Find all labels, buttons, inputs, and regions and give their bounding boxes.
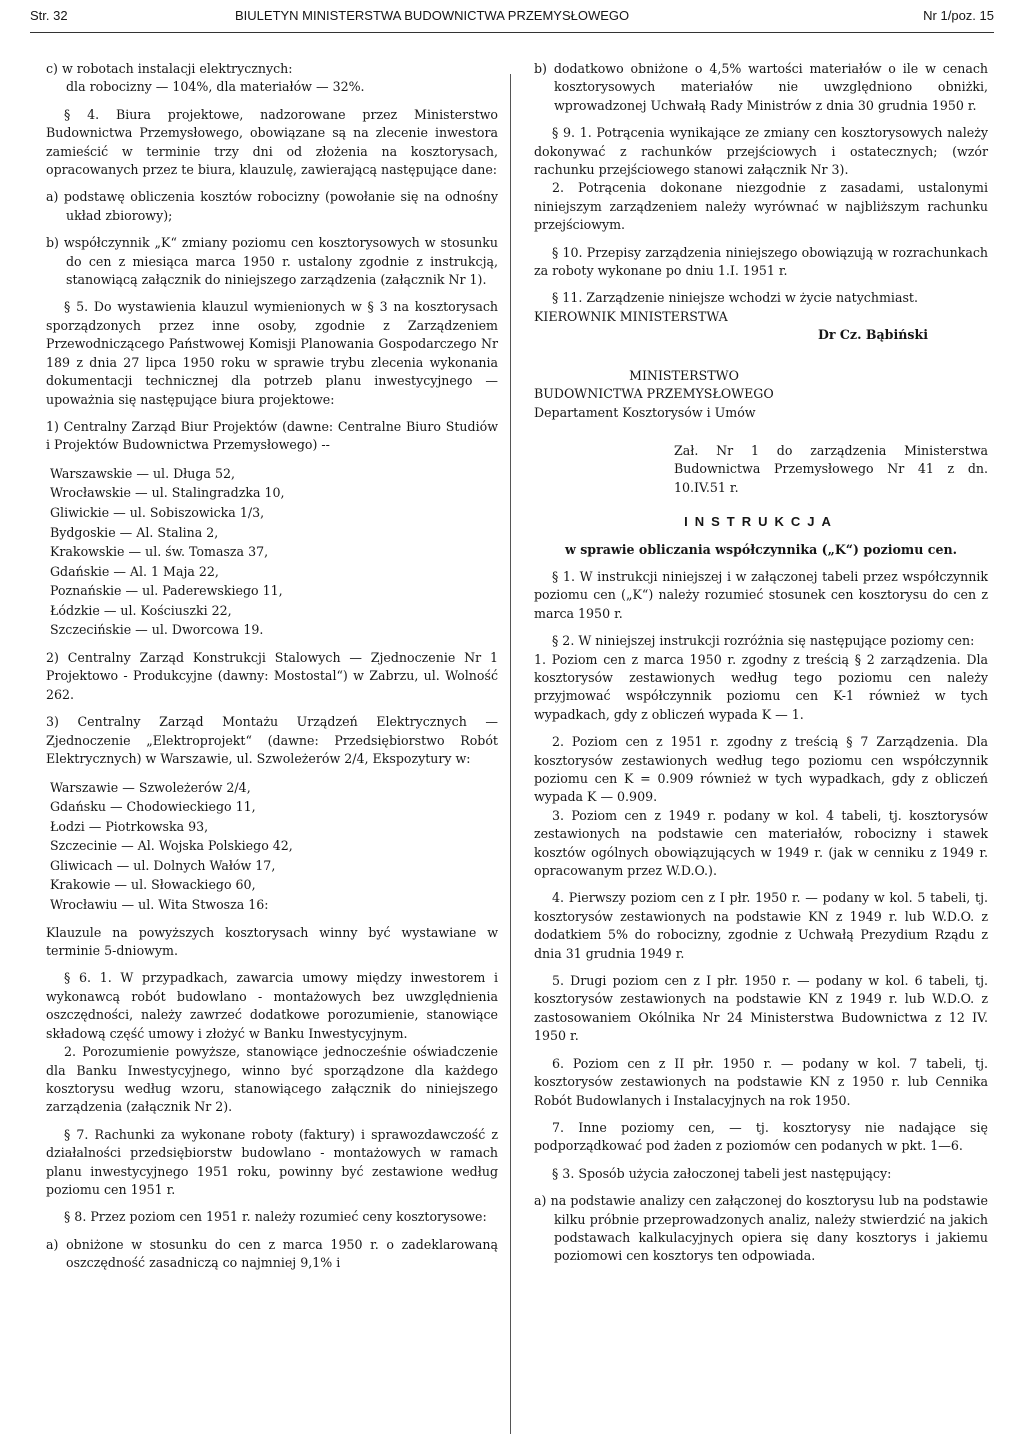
office-item: Warszawskie — ul. Długa 52, (50, 465, 235, 481)
section-5-item-1: 1) Centralny Zarząd Biur Projektów (dawne: Centralne Biuro Studiów i Projektów Budownictwa Przemysłowego) -- (46, 418, 498, 453)
section-4: § 4. Biura projektowe, nadzorowane przez Ministerstwo Budownictwa Przemysłowego, obowiązane są na zlecenie inwestora zamieścić w terminie trzy dni od złożenia na kosztorysach, opracowanych przez te biura, klauzulę, zawierającą następujące dane: (46, 106, 498, 178)
instruction-2-6: 6. Poziom cen z II płr. 1950 r. — podany w kol. 7 tabeli, tj. kosztorysów zestawionych na podstawie KN z 1950 r. lub Cennika Robót Budowlanych i Instalacyjnych na rok 1950. (534, 1055, 988, 1108)
office-item: Warszawie — Szwoleżerów 2/4, (50, 779, 251, 795)
office-item: Wrocławiu — ul. Wita Stwosza 16: (50, 897, 269, 913)
office-item: Krakowie — ul. Słowackiego 60, (50, 877, 256, 893)
signatory-name: Dr Cz. Bąbiński (817, 327, 928, 343)
office-item: Łodzi — Piotrkowska 93, (50, 818, 209, 834)
instruction-2-7: 7. Inne poziomy cen, — tj. kosztorysy nie nadające się podporządkować pod żaden z poziomów cen podanych w pkt. 1—6. (534, 1119, 988, 1154)
ministry-line-1: MINISTERSTWO (629, 367, 739, 383)
section-5-item-2: 2) Centralny Zarząd Konstrukcji Stalowych — Zjednoczenie Nr 1 Projektowo - Produkcyjne (dawny: Mostostal“) w Zabrzu, ul. Wolność 262. (46, 650, 498, 702)
section-9-1: § 9. 1. Potrącenia wynikające ze zmiany cen kosztorysowych należy dokonywać z rachunków przejściowych i ostatecznych; (wzór rachunku przejściowego stanowi załącznik Nr 3). (534, 125, 988, 178)
column-divider (510, 74, 511, 1434)
ministry-line-2: BUDOWNICTWA PRZEMYSŁOWEGO (534, 386, 774, 402)
office-item: Gdańskie — Al. 1 Maja 22, (50, 563, 219, 579)
instruction-2-5: 5. Drugi poziom cen z I płr. 1950 r. — podany w kol. 6 tabeli, tj. kosztorysów zestawionych na podstawie KN z 1949 r. lub W.D.O. z zastosowaniem Okólnika Nr 24 Ministerstwa Budownictwa z 12 IV. 1950 r. (534, 973, 988, 1044)
signatory-title: KIEROWNIK MINISTERSTWA (534, 308, 728, 324)
section-4-b: b) współczynnik „K“ zmiany poziomu cen kosztorysowych w stosunku do cen z miesiąca marca 1950 r. ustalony zgodnie z instrukcją, stanowiącą załącznik do niniejszego zarządzenia (załącznik Nr 1). (46, 235, 498, 288)
instruction-2-2: 2. Poziom cen z 1951 r. zgodny z treścią § 7 Zarządzenia. Dla kosztorysów zestawionych według tego poziomu cen współczynnik poziomu cen K = 0.909 również w tych wypadkach, gdy z obliczeń wypada K — 0.909. (534, 734, 988, 805)
instruction-3-a: a) na podstawie analizy cen załączonej do kosztorysu lub na podstawie kilku próbnie przeprowadzonych analiz, należy stwierdzić na jakich podstawach kalkulacyjnych opiera się dany kosztorys i jakiemu poziomowi cen kosztorys ten odpowiada. (534, 1193, 988, 1264)
section-9-2: 2. Potrącenia dokonane niezgodnie z zasadami, ustalonymi niniejszym zarządzeniem należy wyrównać w najbliższym rachunku przejściowym. (534, 180, 988, 233)
office-item: Krakowskie — ul. św. Tomasza 37, (50, 544, 269, 560)
instruction-section-3: § 3. Sposób użycia załoczonej tabeli jest następujący: (552, 1165, 892, 1181)
office-item: Wrocławskie — ul. Stalingradzka 10, (50, 485, 285, 501)
instruction-2-3: 3. Poziom cen z 1949 r. podany w kol. 4 tabeli, tj. kosztorysów zestawionych na podstawie cen materiałów, robocizny i stawek kosztów ogólnych obowiązujących w 1949 r. (jak w cenniku z 1949 r. opracowanym przez W.D.O.). (534, 807, 988, 879)
page-number: Str. 32 (30, 8, 68, 23)
section-6-2: 2. Porozumienie powyższe, stanowiące jednocześnie oświadczenie dla Banku Inwestycyjnego, winno być sporządzone dla każdego kosztorysu według wzoru, stanowiącego załącznik do niniejszego zarządzenia (załącznik Nr 2). (46, 1044, 498, 1115)
header-rule (30, 32, 994, 33)
right-column (534, 60, 988, 1266)
instruction-2-4: 4. Pierwszy poziom cen z I płr. 1950 r. — podany w kol. 5 tabeli, tj. kosztorysów zestawionych na podstawie KN z 1949 r. lub W.D.O. z dodatkiem 5% do robocizny, zgodnie z Uchwałą Prezydium Rządu z dnia 31 grudnia 1949 r. (534, 890, 988, 961)
office-item: Gliwickie — ul. Sobiszowicka 1/3, (50, 504, 265, 520)
section-8-a: a) obniżone w stosunku do cen z marca 1950 r. o zadeklarowaną oszczędność zasadniczą co najmniej 9,1% i (46, 1236, 498, 1271)
section-7: § 7. Rachunki za wykonane roboty (faktury) i sprawozdawczość z działalności przedsiębiorstw budowlano - montażowych w ramach planu inwestycyjnego 1951 roku, powinny być zestawione według poziomu cen 1951 r. (46, 1126, 498, 1197)
instruction-subheading: w sprawie obliczania współczynnika („K“) poziomu cen. (564, 541, 958, 557)
section-6-1: § 6. 1. W przypadkach, zawarcia umowy między inwestorem i wykonawcą robót budowlano - montażowych bez uwzględnienia oszczędności, należy zawrzeć dodatkowe porozumienie, stanowiące składową część umowy i złożyć w Banku Inwestycyjnym. (46, 970, 498, 1041)
section-5-item-3: 3) Centralny Zarząd Montażu Urządzeń Elektrycznych — Zjednoczenie „Elektroprojekt“ (dawne: Przedsiębiorstwo Robót Elektrycznych) w Warszawie, ul. Szwoleżerów 2/4, Ekspozytury w: (46, 714, 498, 767)
issue-number: Nr 1/poz. 15 (923, 8, 994, 23)
office-item: Bydgoskie — Al. Stalina 2, (50, 524, 219, 540)
office-item: Poznańskie — ul. Paderewskiego 11, (50, 583, 283, 599)
section-8-b: b) dodatkowo obniżone o 4,5% wartości materiałów o ile w cenach kosztorysowych materiałów nie uwzględniono obniżki, wprowadzonej Uchwałą Rady Ministrów z dnia 30 grudnia 1950 r. (534, 61, 988, 113)
section-11: § 11. Zarządzenie niniejsze wchodzi w życie natychmiast. (552, 290, 918, 306)
page-header (30, 8, 994, 34)
section-10: § 10. Przepisy zarządzenia niniejszego obowiązują w rozrachunkach za roboty wykonane po dniu 1.I. 1951 r. (534, 244, 988, 279)
instruction-heading: INSTRUKCJA (684, 514, 838, 530)
section-5: § 5. Do wystawienia klauzul wymienionych w § 3 na kosztorysach sporządzonych przez inne osoby, zgodnie z Zarządzeniem Przewodniczącego Państwowej Komisji Planowania Gospodarczego Nr 189 z dnia 27 lipca 1950 roku w sprawie trybu zlecenia wykonania dokumentacji technicznej dla potrzeb planu inwestycyjnego — upoważnia się następujące biura projektowe: (46, 299, 498, 407)
office-item: Szczecinie — Al. Wojska Polskiego 42, (50, 838, 293, 854)
item-c-rates: dla robocizny — 104%, dla materiałów — 32%. (66, 79, 365, 95)
office-item: Gliwicach — ul. Dolnych Wałów 17, (50, 857, 276, 873)
left-column (46, 60, 498, 1273)
attachment-note: Zał. Nr 1 do zarządzenia Ministerstwa Budownictwa Przemysłowego Nr 41 z dn. 10.IV.51 r. (674, 442, 988, 495)
department: Departament Kosztorysów i Umów (534, 404, 756, 420)
bulletin-title: BIULETYN MINISTERSTWA BUDOWNICTWA PRZEMYSŁOWEGO (235, 8, 630, 23)
office-list-1 (46, 464, 498, 640)
instruction-section-1: § 1. W instrukcji niniejszej i w załączonej tabeli przez współczynnik poziomu cen („K“) należy rozumieć stosunek cen kosztorysu do cen z marca 1950 r. (534, 568, 988, 621)
item-c: c) w robotach instalacji elektrycznych: (46, 61, 293, 76)
instruction-2-1: 1. Poziom cen z marca 1950 r. zgodny z treścią § 2 zarządzenia. Dla kosztorysów zestawionych według tego poziomu cen należy przyjmować współczynnik poziomu cen K-1 również w tych wypadkach, gdy z obliczeń wypada K — 1. (534, 651, 988, 722)
section-5-closing: Klauzule na powyższych kosztorysach winny być wystawiane w terminie 5-dniowym. (46, 924, 498, 959)
section-4-a: a) podstawę obliczenia kosztów robocizny (powołanie się na odnośny układ zbiorowy); (46, 189, 498, 223)
instruction-section-2: § 2. W niniejszej instrukcji rozróżnia się następujące poziomy cen: (552, 633, 975, 649)
office-list-2 (46, 778, 498, 915)
office-item: Gdańsku — Chodowieckiego 11, (50, 799, 256, 815)
office-item: Szczecińskie — ul. Dworcowa 19. (50, 622, 264, 638)
office-item: Łódzkie — ul. Kościuszki 22, (50, 602, 232, 618)
section-8: § 8. Przez poziom cen 1951 r. należy rozumieć ceny kosztorysowe: (64, 1209, 487, 1225)
